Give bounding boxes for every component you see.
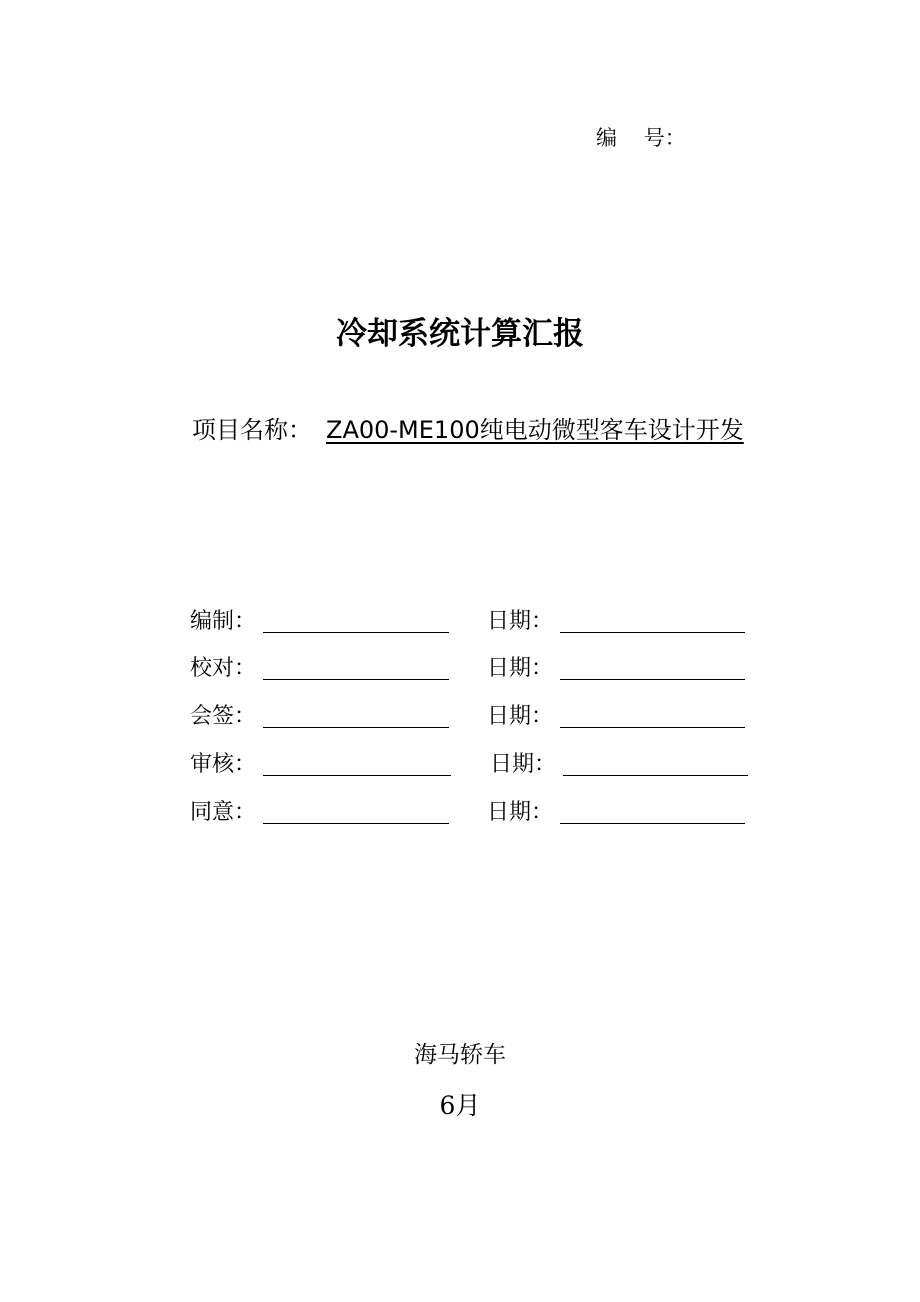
checked-date-line <box>560 679 745 680</box>
checked-date-label: 日期： <box>487 656 554 681</box>
prepared-by-label: 编制： <box>190 609 257 634</box>
document-month: 6月 <box>439 1091 481 1120</box>
reviewed-date-label: 日期： <box>490 752 557 777</box>
signature-row-checked <box>190 651 750 687</box>
signature-row-approved <box>190 795 750 831</box>
project-name-value: ZA00-ME100纯电动微型客车设计开发 <box>326 416 744 444</box>
reviewed-date-line <box>563 775 748 776</box>
approved-date-label: 日期： <box>487 800 554 825</box>
document-title: 冷却系统计算汇报 <box>336 316 584 352</box>
reviewed-by-line <box>263 775 451 776</box>
countersigned-by-label: 会签： <box>190 704 257 729</box>
signature-row-prepared <box>190 604 750 640</box>
approved-date-line <box>560 823 745 824</box>
signature-row-countersigned <box>190 699 750 735</box>
approved-by-line <box>263 823 449 824</box>
checked-by-line <box>263 679 449 680</box>
prepared-by-line <box>263 632 449 633</box>
project-name <box>192 410 744 445</box>
serial-number-label: 编 号： <box>596 126 686 150</box>
company-name: 海马轿车 <box>414 1042 506 1068</box>
countersigned-date-line <box>560 727 745 728</box>
project-name-label: 项目名称： <box>192 416 312 444</box>
reviewed-by-label: 审核： <box>190 752 257 777</box>
prepared-date-label: 日期： <box>487 609 554 634</box>
approved-by-label: 同意： <box>190 800 257 825</box>
countersigned-date-label: 日期： <box>487 704 554 729</box>
signature-row-reviewed <box>190 747 750 783</box>
checked-by-label: 校对： <box>190 656 257 681</box>
countersigned-by-line <box>263 727 449 728</box>
prepared-date-line <box>560 632 745 633</box>
